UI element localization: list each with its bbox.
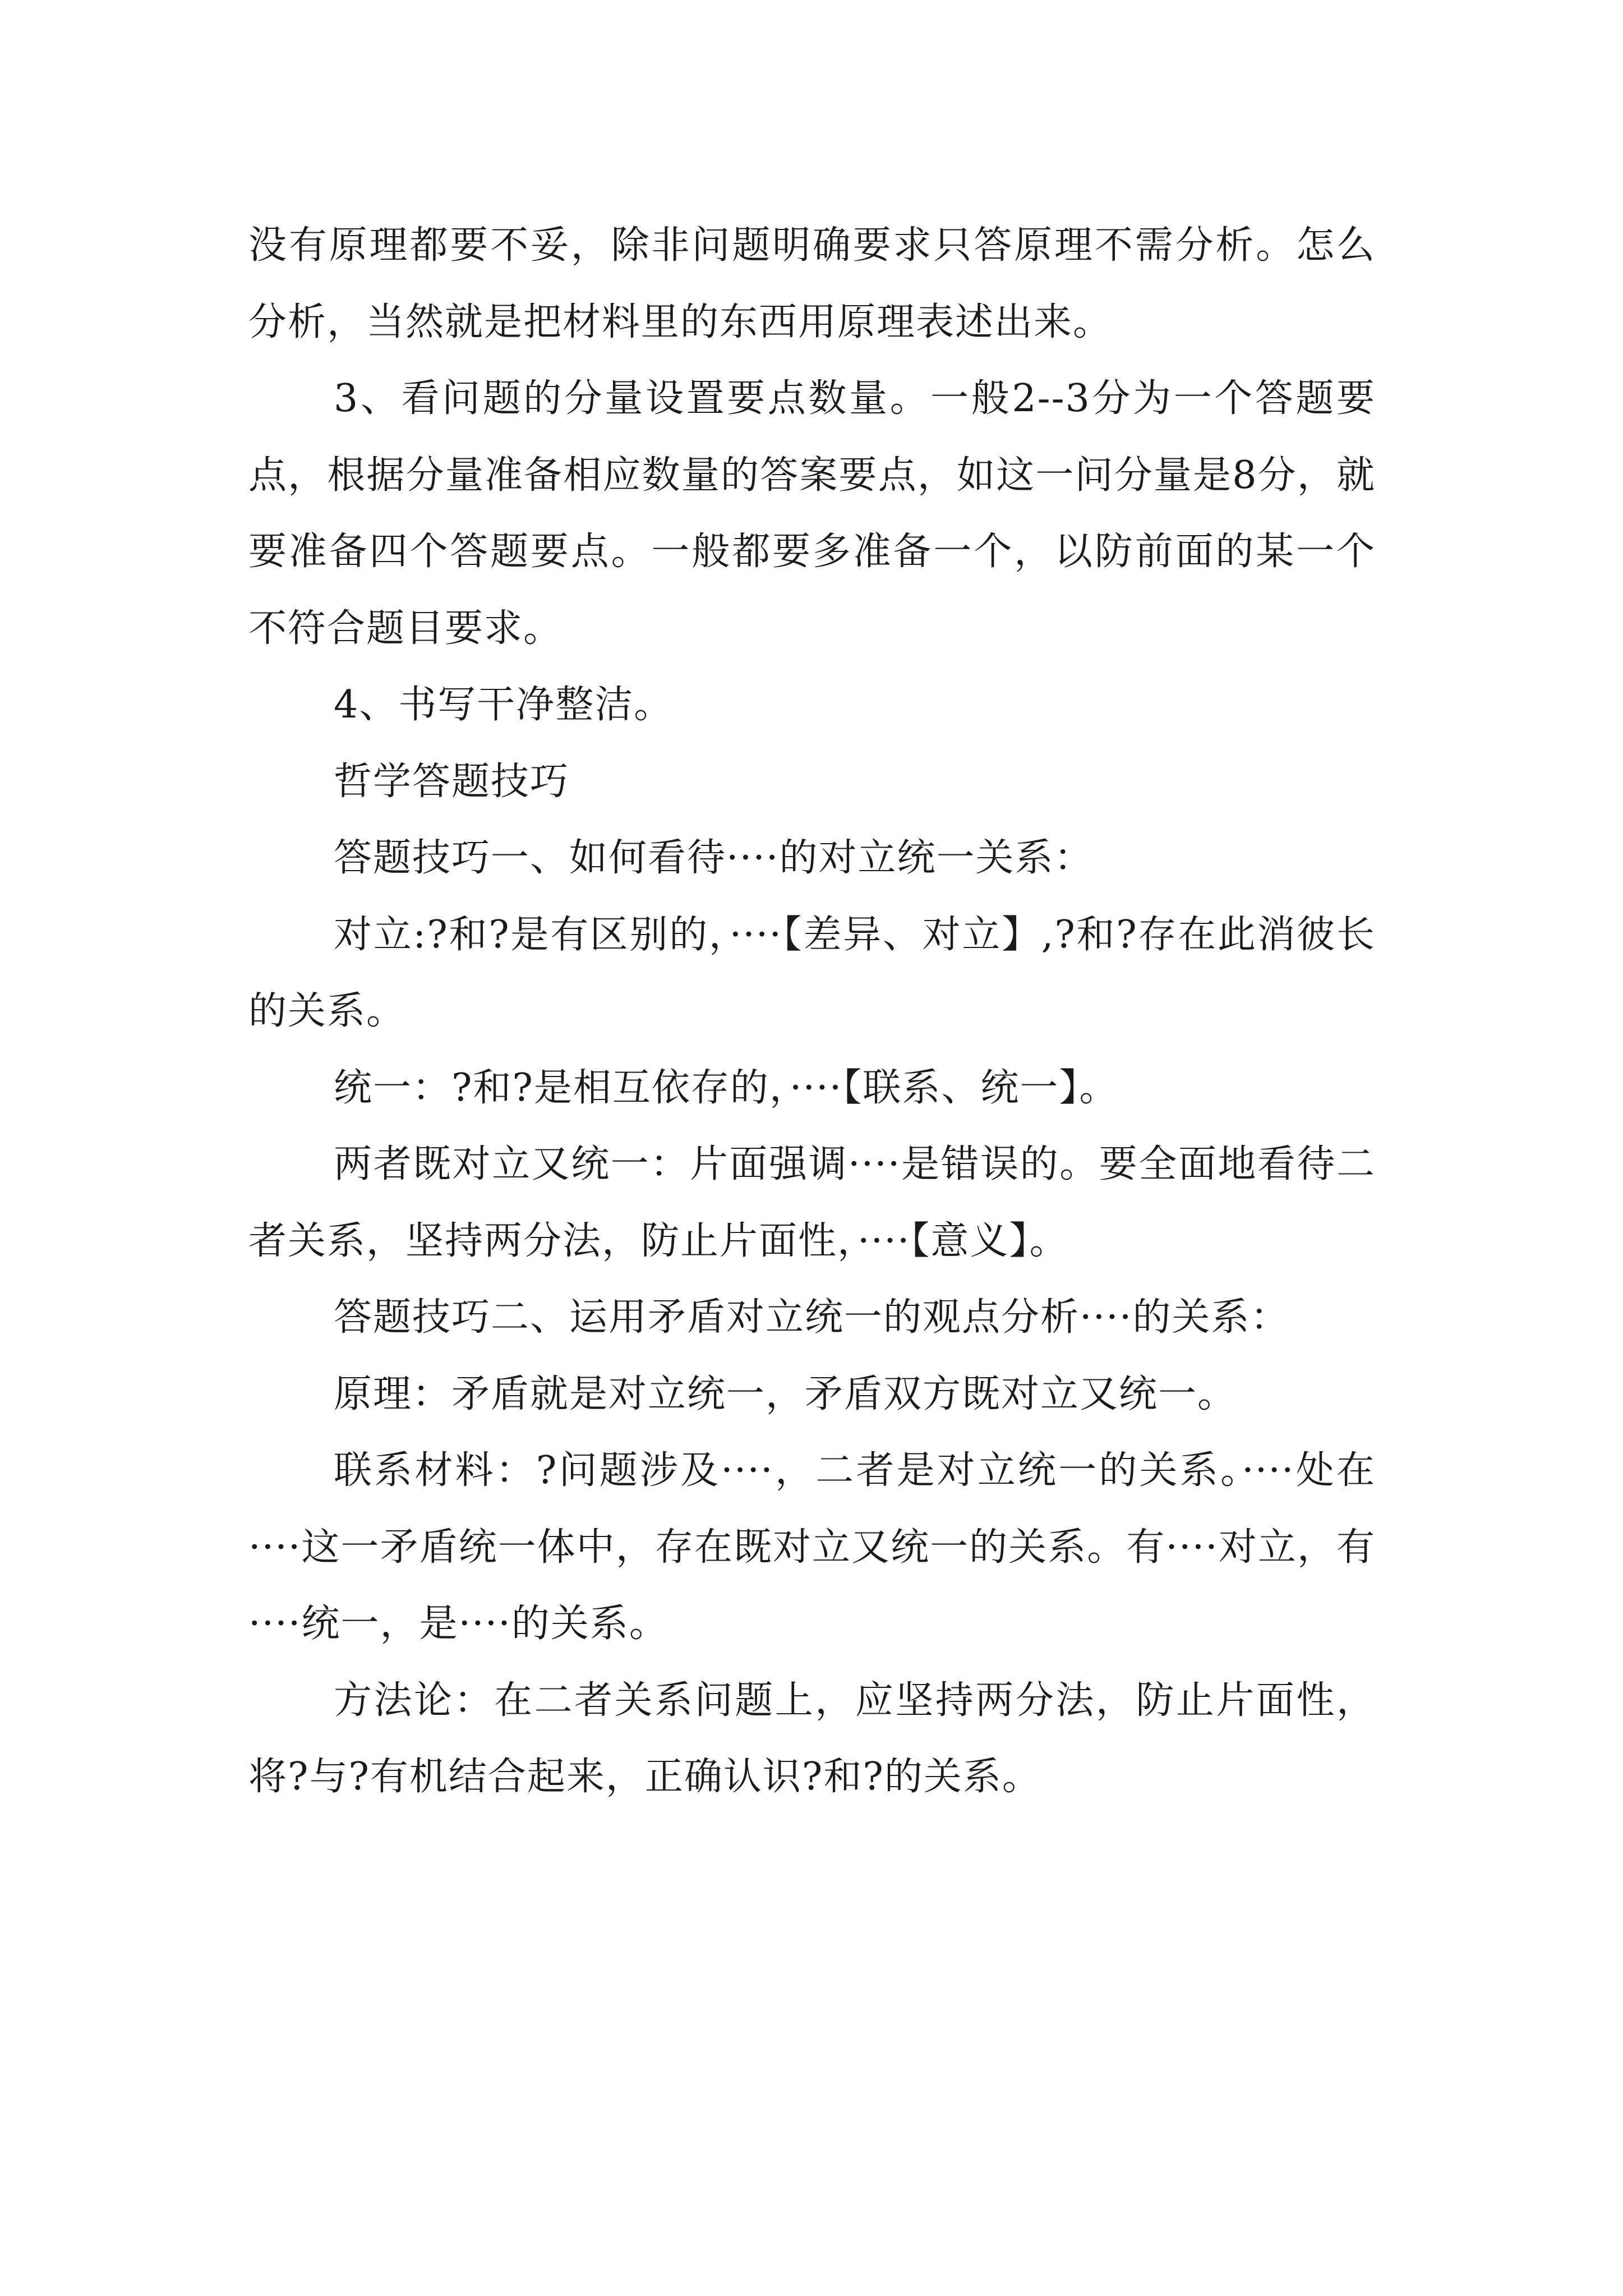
section-heading: 哲学答题技巧 <box>334 759 570 804</box>
paragraph-continuation: 没有原理都要不妥，除非问题明确要求只答原理不需分析。怎么分析，当然就是把材料里的东西用原理表述出来。 <box>248 223 1376 344</box>
technique-two-heading: 答题技巧二、运用矛盾对立统一的观点分析····的关系： <box>334 1295 1290 1340</box>
paragraph-unity: 统一：?和?是相互依存的，····【联系、统一】。 <box>334 1065 1119 1110</box>
paragraph-point-4: 4、书写干净整洁。 <box>334 683 674 727</box>
paragraph-both: 两者既对立又统一：片面强调····是错误的。要全面地看待二者关系，坚持两分法，防止片面性，····【意义】。 <box>248 1142 1376 1263</box>
paragraph-point-3: 3、看问题的分量设置要点数量。一般2--3分为一个答题要点，根据分量准备相应数量的答案要点，如这一问分量是8分，就要准备四个答题要点。一般都要多准备一个，以防前面的某一个不符合题目要求。 <box>248 376 1376 651</box>
technique-one-heading: 答题技巧一、如何看待····的对立统一关系： <box>334 836 1094 880</box>
paragraph-material: 联系材料：?问题涉及····，二者是对立统一的关系。····处在····这一矛盾统一体中，存在既对立又统一的关系。有····对立，有····统一，是····的关系。 <box>248 1448 1376 1646</box>
paragraph-principle: 原理：矛盾就是对立统一，矛盾双方既对立又统一。 <box>334 1372 1237 1416</box>
document-body <box>248 208 1376 1816</box>
paragraph-methodology: 方法论：在二者关系问题上，应坚持两分法，防止片面性，将?与?有机结合起来，正确认识?和?的关系。 <box>248 1678 1376 1799</box>
paragraph-opposition: 对立:?和?是有区别的，····【差异、对立】,?和?存在此消彼长的关系。 <box>248 912 1376 1033</box>
